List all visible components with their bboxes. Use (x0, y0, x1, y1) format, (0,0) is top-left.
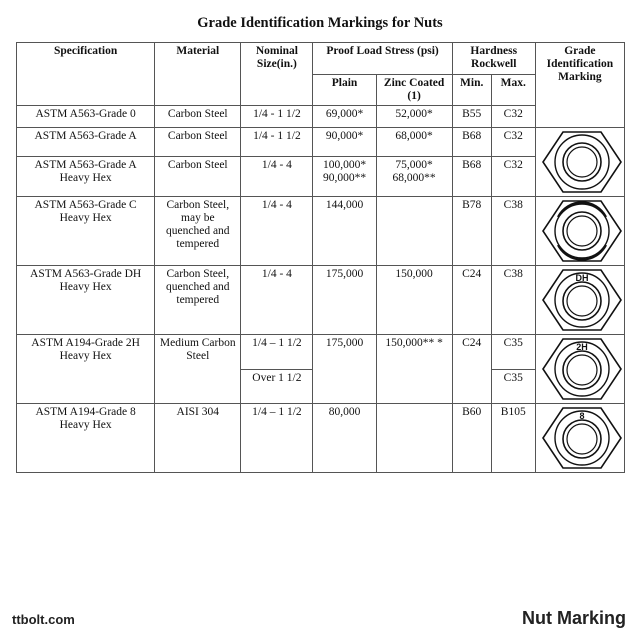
marking-grade-8 (535, 404, 624, 473)
cell-max: C32 (491, 106, 535, 128)
nut-marking-table (16, 42, 625, 473)
cell-size: 1/4 - 4 (241, 197, 313, 266)
table-row (17, 404, 625, 473)
cell-material: AISI 304 (155, 404, 241, 473)
marking-grade-c (535, 197, 624, 266)
cell-plain: 175,000 (313, 335, 376, 404)
cell-zinc: 75,000* 68,000** (376, 156, 452, 196)
header-row (17, 43, 625, 75)
grade-2h-nut-icon (539, 337, 625, 401)
cell-max: C35 (491, 335, 535, 370)
cell-min: C24 (452, 335, 491, 404)
site-watermark: ttbolt.com (12, 612, 75, 627)
cell-material: Carbon Steel (155, 106, 241, 128)
cell-plain: 90,000* (313, 128, 376, 157)
cell-min: B68 (452, 156, 491, 196)
cell-material: Carbon Steel, may be quenched and tempered (155, 197, 241, 266)
cell-size: 1/4 – 1 1/2 (241, 335, 313, 370)
cell-plain: 100,000* 90,000** (313, 156, 376, 196)
col-min: Min. (452, 75, 491, 106)
page-title: Grade Identification Markings for Nuts (197, 15, 443, 31)
cell-spec: ASTM A194-Grade 8 Heavy Hex (17, 404, 155, 473)
cell-max: C32 (491, 128, 535, 157)
cell-material: Carbon Steel (155, 128, 241, 157)
cell-zinc: 150,000 (376, 266, 452, 335)
cell-plain: 80,000 (313, 404, 376, 473)
cell-min: B68 (452, 128, 491, 157)
col-max: Max. (491, 75, 535, 106)
col-hardness: Hardness Rockwell (452, 43, 535, 75)
table-row (17, 106, 625, 128)
cell-zinc: 150,000** * (376, 335, 452, 404)
cell-size: 1/4 - 1 1/2 (241, 128, 313, 157)
cell-spec: ASTM A194-Grade 2H Heavy Hex (17, 335, 155, 404)
cell-max: B105 (491, 404, 535, 473)
table-row (17, 156, 625, 196)
cell-zinc: 68,000* (376, 128, 452, 157)
cell-plain: 69,000* (313, 106, 376, 128)
col-marking: Grade Identification Marking (535, 43, 624, 128)
col-specification: Specification (17, 43, 155, 106)
8-mark-label: 8 (579, 411, 585, 421)
plain-nut-icon (539, 130, 625, 194)
cell-zinc (376, 197, 452, 266)
table-row (17, 335, 625, 370)
grade-dh-nut-icon (539, 268, 625, 332)
cell-spec: ASTM A563-Grade A Heavy Hex (17, 156, 155, 196)
cell-spec: ASTM A563-Grade DH Heavy Hex (17, 266, 155, 335)
col-plain: Plain (313, 75, 376, 106)
image-caption: Nut Marking (521, 608, 626, 628)
cell-size: 1/4 - 4 (241, 156, 313, 196)
marking-plain-nut (535, 128, 624, 197)
cell-min: B55 (452, 106, 491, 128)
cell-spec: ASTM A563-Grade A (17, 128, 155, 157)
col-zinc: Zinc Coated (1) (376, 75, 452, 106)
col-nominal-size: Nominal Size(in.) (241, 43, 313, 106)
cell-plain: 175,000 (313, 266, 376, 335)
table-row (17, 197, 625, 266)
cell-plain: 144,000 (313, 197, 376, 266)
cell-max: C38 (491, 197, 535, 266)
cell-max: C38 (491, 266, 535, 335)
cell-material: Carbon Steel (155, 156, 241, 196)
cell-material: Medium Carbon Steel (155, 335, 241, 404)
cell-zinc: 52,000* (376, 106, 452, 128)
cell-size: Over 1 1/2 (241, 370, 313, 404)
2h-mark-label: 2H (576, 342, 588, 352)
cell-min: B60 (452, 404, 491, 473)
cell-min: C24 (452, 266, 491, 335)
grade-c-nut-icon (539, 199, 625, 263)
marking-grade-2h (535, 335, 624, 404)
cell-min: B78 (452, 197, 491, 266)
cell-zinc (376, 404, 452, 473)
col-proof-load: Proof Load Stress (psi) (313, 43, 452, 75)
cell-size: 1/4 - 4 (241, 266, 313, 335)
cell-spec: ASTM A563-Grade 0 (17, 106, 155, 128)
cell-spec: ASTM A563-Grade C Heavy Hex (17, 197, 155, 266)
table-row (17, 266, 625, 335)
table-row (17, 128, 625, 157)
grade-8-nut-icon (539, 406, 625, 470)
cell-size: 1/4 – 1 1/2 (241, 404, 313, 473)
col-material: Material (155, 43, 241, 106)
cell-max: C32 (491, 156, 535, 196)
cell-max: C35 (491, 370, 535, 404)
cell-size: 1/4 - 1 1/2 (241, 106, 313, 128)
dh-mark-label: DH (575, 273, 589, 283)
cell-material: Carbon Steel, quenched and tempered (155, 266, 241, 335)
marking-grade-dh (535, 266, 624, 335)
